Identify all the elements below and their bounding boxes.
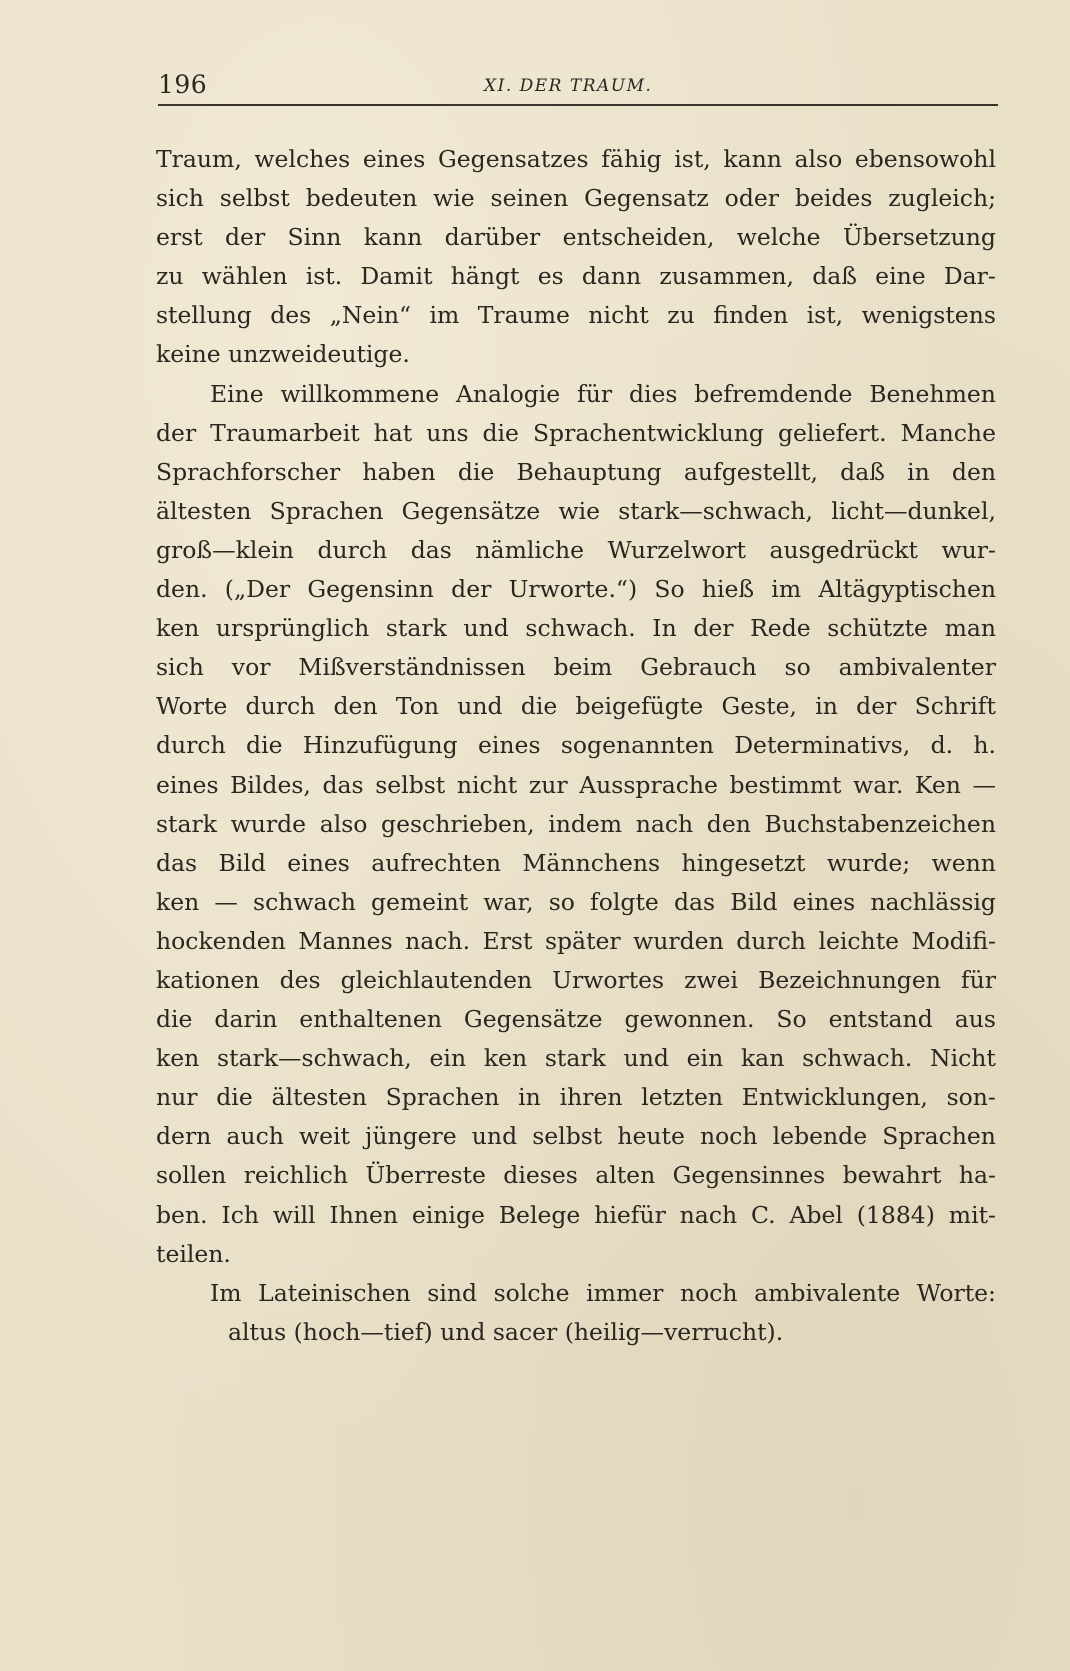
text-line: dern auch weit jüngere und selbst heute noch lebende Sprachen — [156, 1122, 996, 1151]
text-line: sollen reichlich Überreste dieses alten Gegensinnes bewahrt ha- — [156, 1161, 996, 1190]
text-line: Worte durch den Ton und die beigefügte Geste, in der Schrift — [156, 692, 996, 721]
running-title: XI. DER TRAUM. — [484, 76, 653, 96]
body-text — [156, 140, 996, 1352]
text-line: zu wählen ist. Damit hängt es dann zusammen, daß eine Dar- — [156, 262, 996, 291]
text-line: stellung des „Nein“ im Traume nicht zu finden ist, wenigstens — [156, 301, 996, 330]
text-line: ken stark—schwach, ein ken stark und ein kan schwach. Nicht — [156, 1044, 996, 1073]
text-line: Eine willkommene Analogie für dies befremdende Benehmen — [210, 379, 996, 408]
text-line: kationen des gleichlautenden Urwortes zwei Bezeichnungen für — [156, 965, 996, 994]
text-line: keine unzweideutige. — [156, 340, 410, 369]
text-line: eines Bildes, das selbst nicht zur Aussprache bestimmt war. Ken — — [156, 770, 996, 799]
page-number: 196 — [158, 70, 208, 99]
text-line: ältesten Sprachen Gegensätze wie stark—schwach, licht—dunkel, — [156, 496, 996, 525]
text-line: Traum, welches eines Gegensatzes fähig ist, kann also ebensowohl — [156, 145, 996, 173]
text-line: ken — schwach gemeint war, so folgte das Bild eines nachlässig — [156, 887, 996, 916]
text-line: altus (hoch—tief) und sacer (heilig—verrucht). — [228, 1317, 784, 1346]
text-line: die darin enthaltenen Gegensätze gewonnen. So entstand aus — [156, 1005, 996, 1034]
text-line: durch die Hinzufügung eines sogenannten Determinativs, d. h. — [156, 731, 996, 760]
text-line: Im Lateinischen sind solche immer noch ambivalente Worte: — [210, 1278, 996, 1307]
text-line: groß—klein durch das nämliche Wurzelwort ausgedrückt wur- — [156, 535, 996, 564]
text-line: ken ursprünglich stark und schwach. In der Rede schützte man — [156, 614, 996, 643]
text-line: der Traumarbeit hat uns die Sprachentwicklung geliefert. Manche — [156, 418, 996, 447]
text-line: das Bild eines aufrechten Männchens hingesetzt wurde; wenn — [156, 848, 996, 877]
text-line: sich vor Mißverständnissen beim Gebrauch so ambivalenter — [156, 653, 996, 682]
header-rule — [158, 104, 998, 106]
text-line: sich selbst bedeuten wie seinen Gegensatz oder beides zugleich; — [156, 184, 996, 213]
text-line: teilen. — [156, 1239, 231, 1268]
text-line: den. („Der Gegensinn der Urworte.“) So hieß im Altägyptischen — [156, 575, 996, 604]
text-line: Sprachforscher haben die Behauptung aufgestellt, daß in den — [156, 457, 996, 486]
text-line: ben. Ich will Ihnen einige Belege hiefür nach C. Abel (1884) mit- — [156, 1200, 996, 1229]
page-header — [158, 70, 998, 110]
text-line: erst der Sinn kann darüber entscheiden, welche Übersetzung — [156, 223, 996, 252]
text-line: hockenden Mannes nach. Erst später wurden durch leichte Modifi- — [156, 926, 996, 955]
text-line: nur die ältesten Sprachen in ihren letzten Entwicklungen, son- — [156, 1083, 996, 1112]
text-line: stark wurde also geschrieben, indem nach den Buchstabenzeichen — [156, 809, 996, 838]
